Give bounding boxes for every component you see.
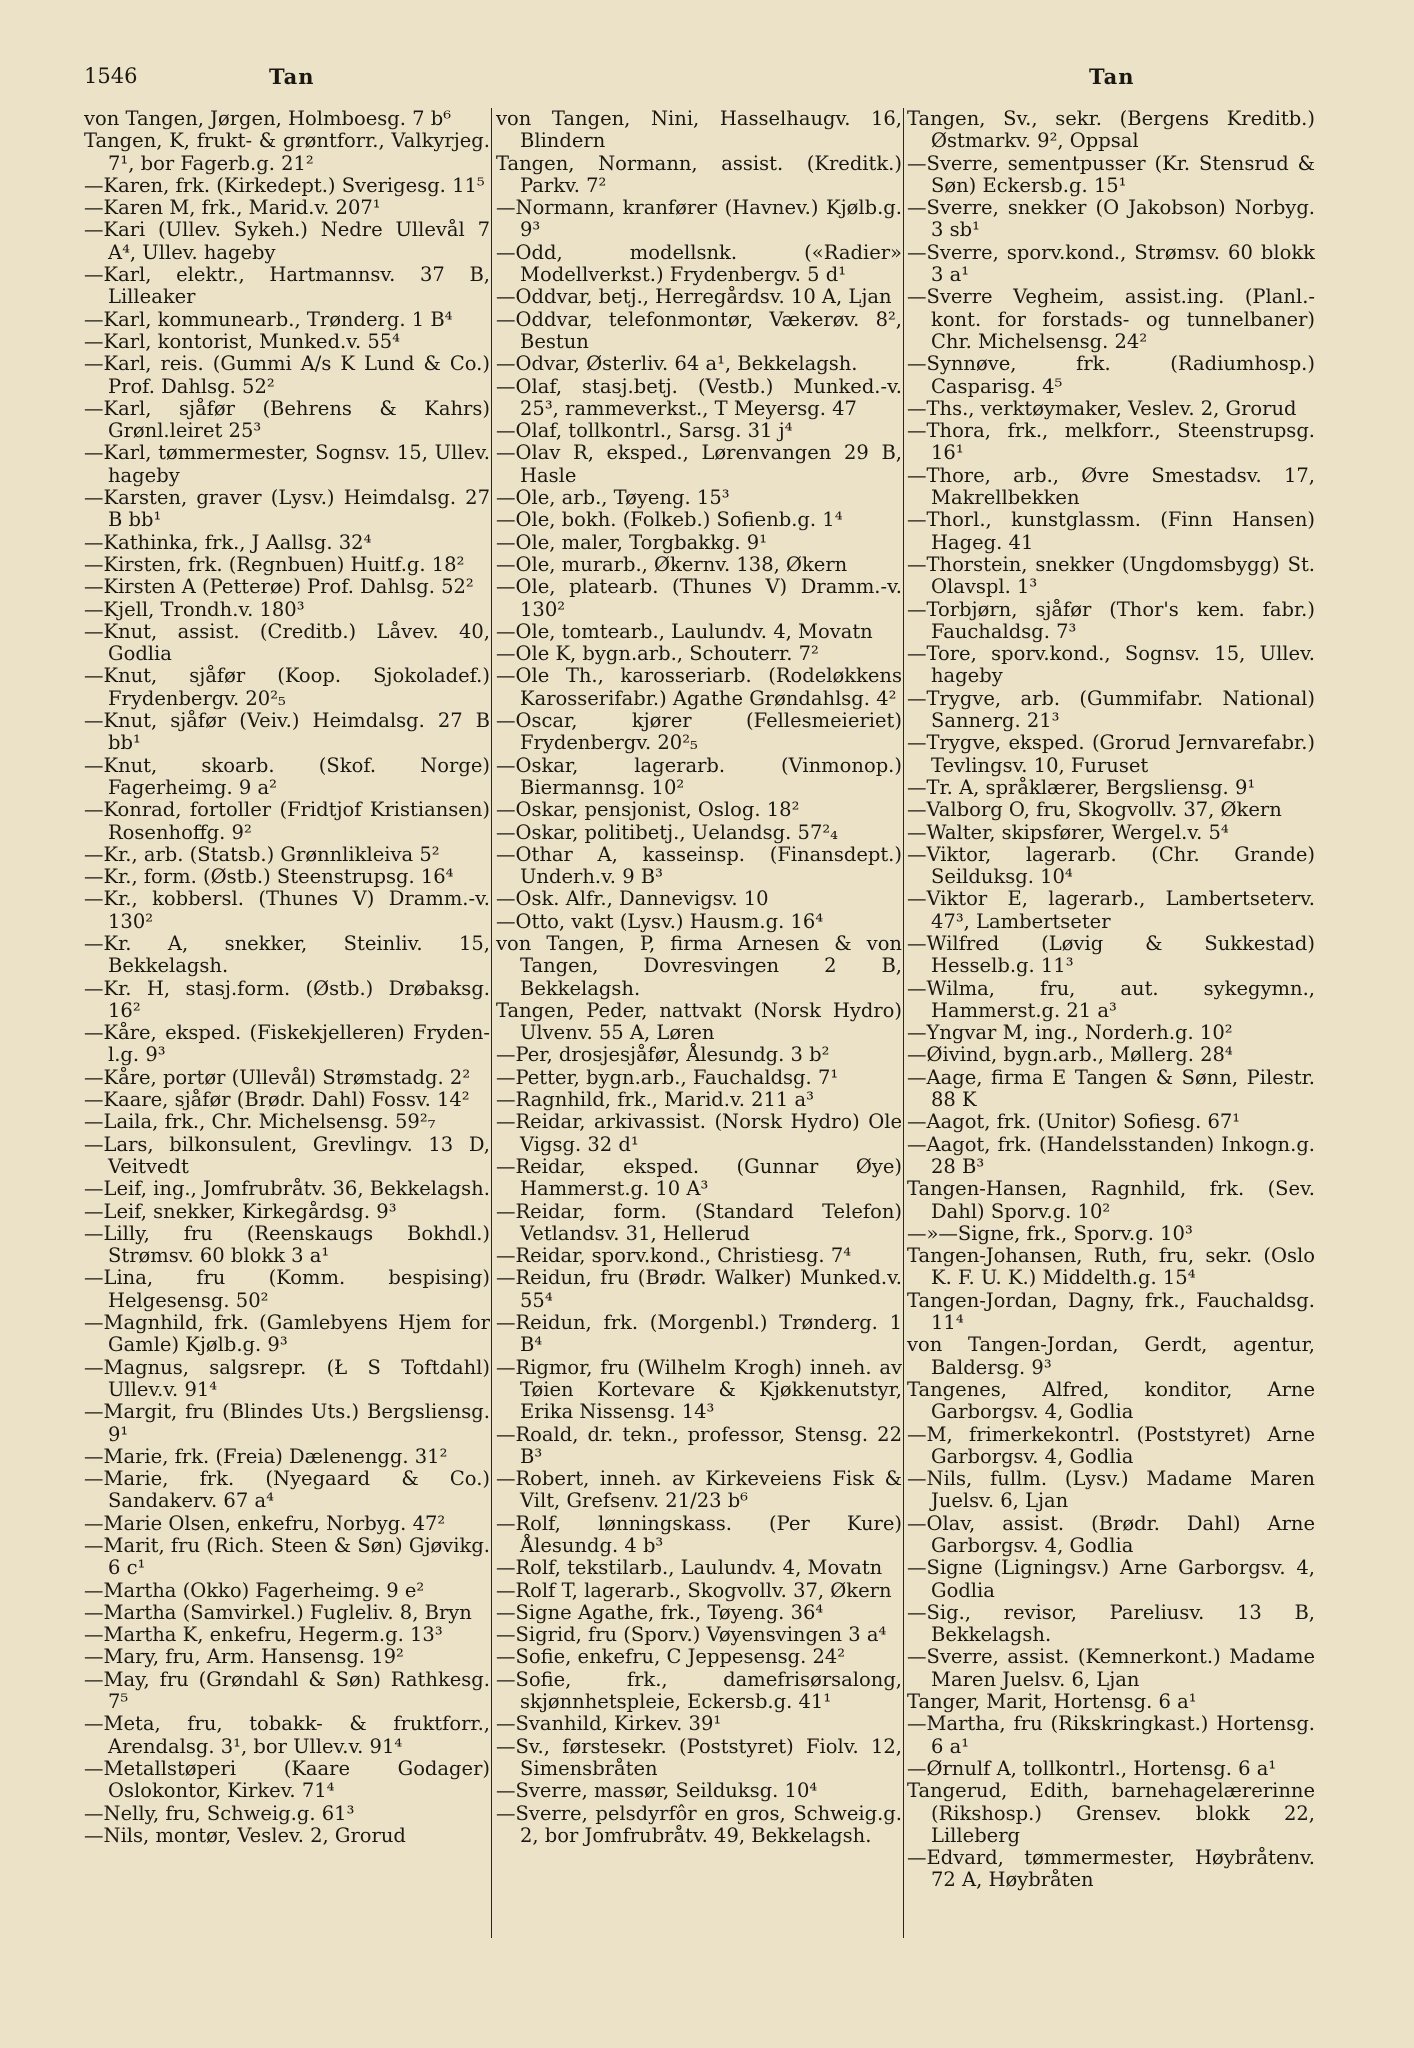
directory-entry: —Reidun, fru (Brødr. Walker) Munked.v. 55⁴ xyxy=(496,1266,902,1312)
directory-entry: —Kåre, eksped. (Fiskekjelleren) Fryden-l.g. 9³ xyxy=(84,1021,490,1067)
directory-entry: —Kari (Ullev. Sykeh.) Nedre Ullevål 7 A⁴, Ullev. hageby xyxy=(84,218,490,264)
directory-entry: Tangen-Johansen, Ruth, fru, sekr. (Oslo K. F. U. K.) Middelth.g. 15⁴ xyxy=(907,1244,1315,1290)
directory-entry: —Karl, tømmermester, Sognsv. 15, Ullev. hageby xyxy=(84,441,490,487)
directory-entry: —Viktor E, lagerarb., Lambertseterv. 47³, Lambertseter xyxy=(907,887,1315,933)
directory-entry: —Thore, arb., Øvre Smestadsv. 17, Makrellbekken xyxy=(907,463,1315,510)
directory-entry: —Trygve, eksped. (Grorud Jernvarefabr.) Tevlingsv. 10, Furuset xyxy=(907,731,1315,777)
directory-entry: —Ole, bokh. (Folkeb.) Sofienb.g. 1⁴ xyxy=(496,508,843,532)
directory-entry: —Karsten, graver (Lysv.) Heimdalsg. 27 B bb¹ xyxy=(84,486,490,532)
directory-entry: —Magnus, salgsrepr. (Ł S Toftdahl) Ullev.v. 91⁴ xyxy=(84,1355,490,1401)
directory-entry: —Knut, sjåfør (Veiv.) Heimdalsg. 27 B bb¹ xyxy=(84,709,490,755)
directory-entry: —Kirsten A (Petterøe) Prof. Dahlsg. 52² xyxy=(84,575,474,599)
directory-entry: —Oscar, kjører (Fellesmeieriet) Frydenbergv. 20²₅ xyxy=(496,709,902,755)
directory-entry: —Rolf T, lagerarb., Skogvollv. 37, Økern xyxy=(496,1578,892,1602)
directory-entry: —Kirsten, frk. (Regnbuen) Huitf.g. 18² xyxy=(84,552,465,576)
directory-entry: —Rolf, tekstilarb., Laulundv. 4, Movatn xyxy=(496,1556,883,1580)
directory-entry: —Laila, frk., Chr. Michelsensg. 59²₇ xyxy=(84,1110,436,1134)
directory-entry: —M, frimerkekontrl. (Poststyret) Arne Garborgsv. 4, Godlia xyxy=(907,1422,1315,1468)
directory-entry: —Sv., førstesekr. (Poststyret) Fiolv. 12, Simensbråten xyxy=(496,1734,902,1780)
directory-entry: —Marie Olsen, enkefru, Norbyg. 47² xyxy=(84,1511,446,1535)
directory-entry: —Sverre, assist. (Kemnerkont.) Madame Maren Juelsv. 6, Ljan xyxy=(907,1645,1315,1691)
page-header xyxy=(84,64,1334,94)
directory-entry: von Tangen, Nini, Hasselhaugv. 16, Blindern xyxy=(496,107,902,153)
directory-entry: —Odvar, Østerliv. 64 a¹, Bekkelagsh. xyxy=(496,352,858,376)
directory-entry: —Thorstein, snekker (Ungdomsbygg) St. Olavspl. 1³ xyxy=(907,552,1315,599)
directory-entry: —Trygve, arb. (Gummifabr. National) Sannerg. 21³ xyxy=(907,686,1315,733)
directory-entry: Tangenes, Alfred, konditor, Arne Garborgsv. 4, Godlia xyxy=(907,1377,1315,1424)
directory-entry: —Sverre, snekker (O Jakobson) Norbyg. 3 sb¹ xyxy=(907,196,1315,242)
directory-entry: —Olaf, tollkontrl., Sarsg. 31 j⁴ xyxy=(496,419,793,443)
directory-entry: —Walter, skipsfører, Wergel.v. 5⁴ xyxy=(907,820,1229,844)
directory-entry: —Thora, frk., melkforr., Steenstrupsg. 16¹ xyxy=(907,419,1315,465)
directory-entry: —Aage, firma E Tangen & Sønn, Pilestr. 88 K xyxy=(907,1065,1315,1112)
directory-entry: —Tore, sporv.kond., Sognsv. 15, Ullev. hageby xyxy=(907,642,1315,688)
directory-entry: —Kaare, sjåfør (Brødr. Dahl) Fossv. 14² xyxy=(84,1088,470,1112)
directory-entry: —Signe Agathe, frk., Tøyeng. 36⁴ xyxy=(496,1600,824,1624)
directory-entry: —Valborg O, fru, Skogvollv. 37, Økern xyxy=(907,798,1282,822)
directory-entry: —Marit, fru (Rich. Steen & Søn) Gjøvikg. 6 c¹ xyxy=(84,1534,490,1580)
directory-entry: —Leif, ing., Jomfrubråtv. 36, Bekkelagsh. xyxy=(84,1177,490,1201)
directory-entry: —Oskar, politibetj., Uelandsg. 57²₄ xyxy=(496,820,838,844)
directory-entry: —Knut, assist. (Creditb.) Låvev. 40, Godlia xyxy=(84,619,490,666)
directory-entry: —Thorl., kunstglassm. (Finn Hansen) Hageg. 41 xyxy=(907,508,1315,554)
directory-entry: Tangerud, Edith, barnehagelærerinne (Rikshosp.) Grensev. blokk 22, Lilleberg xyxy=(907,1779,1315,1847)
directory-entry: —Martha, fru (Rikskringkast.) Hortensg. 6 a¹ xyxy=(907,1712,1315,1758)
directory-entry: —Ørnulf A, tollkontrl., Hortensg. 6 a¹ xyxy=(907,1756,1277,1780)
directory-entry: —Viktor, lagerarb. (Chr. Grande) Seilduksg. 10⁴ xyxy=(907,842,1315,889)
directory-entry: —Rolf, lønningskass. (Per Kure) Ålesundg. 4 b³ xyxy=(496,1511,902,1557)
directory-entry: —Synnøve, frk. (Radiumhosp.) Casparisg. 4⁵ xyxy=(907,352,1315,398)
directory-entry: von Tangen-Jordan, Gerdt, agentur, Baldersg. 9³ xyxy=(907,1333,1315,1379)
directory-entry: —Sofie, enkefru, C Jeppesensg. 24² xyxy=(496,1645,846,1669)
directory-entry: —Nelly, fru, Schweig.g. 61³ xyxy=(84,1801,355,1825)
directory-entry: —Lina, fru (Komm. bespising) Helgesensg. 50² xyxy=(84,1266,490,1312)
directory-entry: —Sverre, massør, Seilduksg. 10⁴ xyxy=(496,1779,818,1803)
directory-entry: —Osk. Alfr., Dannevigsv. 10 xyxy=(496,887,769,911)
directory-entry: —Magnhild, frk. (Gamlebyens Hjem for Gamle) Kjølb.g. 9³ xyxy=(84,1311,490,1357)
directory-entry: Tangen-Jordan, Dagny, frk., Fauchaldsg. 11⁴ xyxy=(907,1288,1315,1335)
directory-entry: von Tangen, P, firma Arnesen & von Tangen, Dovresvingen 2 B, Bekkelagsh. xyxy=(496,931,902,1000)
directory-entry: —Øivind, bygn.arb., Møllerg. 28⁴ xyxy=(907,1043,1233,1067)
directory-entry: —Sverre, pelsdyrfôr en gros, Schweig.g. 2, bor Jomfrubråtv. 49, Bekkelagsh. xyxy=(496,1801,902,1847)
directory-entry: —Karen M, frk., Marid.v. 207¹ xyxy=(84,196,381,220)
directory-entry: —Sofie, frk., damefrisørsalong, skjønnhetspleie, Eckersb.g. 41¹ xyxy=(496,1667,902,1714)
directory-entry: —Yngvar M, ing., Norderh.g. 10² xyxy=(907,1021,1233,1045)
directory-entry: —Olav R, eksped., Lørenvangen 29 B, Hasle xyxy=(496,441,902,487)
directory-entry: —Kr. A, snekker, Steinliv. 15, Bekkelagsh. xyxy=(84,931,490,978)
directory-entry: —Ths., verktøymaker, Veslev. 2, Grorud xyxy=(907,396,1297,420)
column-divider xyxy=(903,108,904,1938)
directory-entry: —Robert, inneh. av Kirkeveiens Fisk & Vilt, Grefsenv. 21/23 b⁶ xyxy=(496,1467,902,1513)
directory-entry: —Marie, frk. (Nyegaard & Co.) Sandakerv. 67 a⁴ xyxy=(84,1467,490,1513)
directory-entry: —Kathinka, frk., J Aallsg. 32⁴ xyxy=(84,530,372,554)
directory-entry: —Sig., revisor, Pareliusv. 13 B, Bekkelagsh. xyxy=(907,1600,1315,1647)
column-2 xyxy=(496,108,902,1948)
directory-entry: —Olav, assist. (Brødr. Dahl) Arne Garborgsv. 4, Godlia xyxy=(907,1511,1315,1557)
directory-entry: —Ole K, bygn.arb., Schouterr. 7² xyxy=(496,642,819,666)
directory-entry: Tanger, Marit, Hortensg. 6 a¹ xyxy=(907,1690,1197,1714)
directory-entry: Tangen, Normann, assist. (Kreditk.) Parkv. 7² xyxy=(496,151,902,197)
directory-entry: —Oddvar, betj., Herregårdsv. 10 A, Ljan xyxy=(496,285,892,309)
directory-entry: —Sverre Vegheim, assist.ing. (Planl.-kont. for forstads- og tunnelbaner) Chr. Michelsensg. 24² xyxy=(907,285,1315,353)
directory-entry: Tangen, K, frukt- & grøntforr., Valkyrjeg. 7¹, bor Fagerb.g. 21² xyxy=(84,129,490,175)
directory-entry: —Normann, kranfører (Havnev.) Kjølb.g. 9³ xyxy=(496,196,902,242)
directory-entry: —Torbjørn, sjåfør (Thor's kem. fabr.) Fauchaldsg. 7³ xyxy=(907,597,1315,643)
directory-entry: —Rigmor, fru (Wilhelm Krogh) inneh. av Tøien Kortevare & Kjøkkenutstyr, Erika Nissensg. 14³ xyxy=(496,1355,902,1424)
column-1 xyxy=(84,108,490,1948)
directory-entry: —Aagot, frk. (Handelsstanden) Inkogn.g. 28 B³ xyxy=(907,1132,1315,1178)
directory-entry: —Lars, bilkonsulent, Grevlingv. 13 D, Veitvedt xyxy=(84,1132,490,1178)
directory-entry: —Reidar, arkivassist. (Norsk Hydro) Ole Vigsg. 32 d¹ xyxy=(496,1110,902,1156)
directory-entry: —Kr., form. (Østb.) Steenstrupsg. 16⁴ xyxy=(84,865,454,889)
directory-entry: —Ole, tomtearb., Laulundv. 4, Movatn xyxy=(496,619,873,643)
directory-entry: —Roald, dr. tekn., professor, Stensg. 22 B³ xyxy=(496,1422,902,1468)
directory-entry: —Konrad, fortoller (Fridtjof Kristiansen) Rosenhoffg. 9² xyxy=(84,798,490,844)
directory-entry: —Karen, frk. (Kirkedept.) Sverigesg. 11⁵ xyxy=(84,173,485,197)
directory-entry: —Nils, montør, Veslev. 2, Grorud xyxy=(84,1823,406,1847)
directory-entry: —Kr. H, stasj.form. (Østb.) Drøbaksg. 16² xyxy=(84,976,490,1022)
directory-entry: —Oskar, lagerarb. (Vinmonop.) Biermannsg. 10² xyxy=(496,753,902,799)
directory-entry: —Tr. A, språklærer, Bergsliensg. 9¹ xyxy=(907,775,1256,799)
directory-entry: —Aagot, frk. (Unitor) Sofiesg. 67¹ xyxy=(907,1110,1241,1134)
directory-entry: —Karl, kommunearb., Trønderg. 1 B⁴ xyxy=(84,307,453,331)
directory-entry: —Ragnhild, frk., Marid.v. 211 a³ xyxy=(496,1088,814,1112)
directory-entry: —Leif, snekker, Kirkegårdsg. 9³ xyxy=(84,1199,397,1223)
directory-entry: Tangen, Sv., sekr. (Bergens Kreditb.) Østmarkv. 9², Oppsal xyxy=(907,107,1315,153)
directory-entry: —Petter, bygn.arb., Fauchaldsg. 7¹ xyxy=(496,1065,839,1089)
directory-entry: —Margit, fru (Blindes Uts.) Bergsliensg. 9¹ xyxy=(84,1400,490,1446)
directory-entry: —Othar A, kasseinsp. (Finansdept.) Underh.v. 9 B³ xyxy=(496,842,902,889)
directory-entry: —Sverre, sementpusser (Kr. Stensrud & Søn) Eckersb.g. 15¹ xyxy=(907,151,1315,197)
directory-entry: —Odd, modellsnk. («Radier» Modellverkst.) Frydenbergv. 5 d¹ xyxy=(496,240,902,287)
directory-entry: —Karl, elektr., Hartmannsv. 37 B, Lilleaker xyxy=(84,263,490,309)
directory-entry: —Kr., arb. (Statsb.) Grønnlikleiva 5² xyxy=(84,842,440,866)
directory-entry: —Karl, reis. (Gummi A/s K Lund & Co.) Prof. Dahlsg. 52² xyxy=(84,352,490,398)
column-divider xyxy=(491,108,492,1938)
directory-entry: —Signe (Ligningsv.) Arne Garborgsv. 4, Godlia xyxy=(907,1556,1315,1602)
directory-entry: Tangen, Peder, nattvakt (Norsk Hydro) Ulvenv. 55 A, Løren xyxy=(496,998,902,1045)
directory-entry: —»—Signe, frk., Sporv.g. 10³ xyxy=(907,1221,1193,1245)
directory-entry: —May, fru (Grøndahl & Søn) Rathkesg. 7⁵ xyxy=(84,1667,490,1714)
directory-entry: —Ole, maler, Torgbakkg. 9¹ xyxy=(496,530,768,554)
directory-entry: —Kjell, Trondh.v. 180³ xyxy=(84,597,305,621)
left-guide-word: Tan xyxy=(269,64,315,89)
directory-entry: von Tangen, Jørgen, Holmboesg. 7 b⁶ xyxy=(84,107,452,130)
directory-entry: —Lilly, fru (Reenskaugs Bokhdl.) Strømsv. 60 blokk 3 a¹ xyxy=(84,1221,490,1268)
directory-entry: —Karl, sjåfør (Behrens & Kahrs) Grønl.leiret 25³ xyxy=(84,396,490,443)
directory-entry: —Reidar, form. (Standard Telefon) Vetlandsv. 31, Hellerud xyxy=(496,1199,902,1245)
directory-entry: —Kr., kobbersl. (Thunes V) Dramm.-v. 130² xyxy=(84,887,490,933)
directory-entry: —Olaf, stasj.betj. (Vestb.) Munked.-v. 25³, rammeverkst., T Meyersg. 47 xyxy=(496,374,902,420)
directory-entry: Tangen-Hansen, Ragnhild, frk. (Sev. Dahl) Sporv.g. 10² xyxy=(907,1177,1315,1223)
directory-entry: —Ole, platearb. (Thunes V) Dramm.-v. 130² xyxy=(496,575,902,621)
directory-entry: —Sverre, sporv.kond., Strømsv. 60 blokk 3 a¹ xyxy=(907,240,1315,287)
directory-entry: —Oddvar, telefonmontør, Vækerøv. 8², Bestun xyxy=(496,307,902,353)
directory-entry: —Sigrid, fru (Sporv.) Vøyensvingen 3 a⁴ xyxy=(496,1623,887,1647)
directory-entry: —Mary, fru, Arm. Hansensg. 19² xyxy=(84,1645,404,1669)
directory-entry: —Wilma, fru, aut. sykegymn., Hammerst.g. 21 a³ xyxy=(907,976,1315,1022)
directory-entry: —Metallstøperi (Kaare Godager) Oslokontor, Kirkev. 71⁴ xyxy=(84,1756,490,1803)
directory-entry: —Nils, fullm. (Lysv.) Madame Maren Juelsv. 6, Ljan xyxy=(907,1467,1315,1513)
right-guide-word: Tan xyxy=(1089,64,1135,89)
directory-entry: —Ole, arb., Tøyeng. 15³ xyxy=(496,486,730,510)
directory-entry: —Martha (Okko) Fagerheimg. 9 e² xyxy=(84,1578,425,1602)
directory-entry: —Martha K, enkefru, Hegerm.g. 13³ xyxy=(84,1623,443,1647)
directory-entry: —Knut, sjåfør (Koop. Sjokoladef.) Frydenbergv. 20²₅ xyxy=(84,664,490,710)
directory-entry: —Knut, skoarb. (Skof. Norge) Fagerheimg. 9 a² xyxy=(84,753,490,799)
directory-entry: —Meta, fru, tobakk- & fruktforr., Arendalsg. 3¹, bor Ullev.v. 91⁴ xyxy=(84,1712,490,1758)
directory-entry: —Ole Th., karosseriarb. (Rodeløkkens Karosserifabr.) Agathe Grøndahlsg. 4² xyxy=(496,664,902,710)
column-3 xyxy=(907,108,1315,1948)
directory-entry: —Svanhild, Kirkev. 39¹ xyxy=(496,1712,722,1736)
directory-entry: —Edvard, tømmermester, Høybråtenv. 72 A, Høybråten xyxy=(907,1846,1315,1892)
directory-entry: —Reidun, frk. (Morgenbl.) Trønderg. 1 B⁴ xyxy=(496,1311,902,1357)
directory-entry: —Wilfred (Løvig & Sukkestad) Hesselb.g. 11³ xyxy=(907,931,1315,978)
directory-entry: —Reidar, sporv.kond., Christiesg. 7⁴ xyxy=(496,1244,852,1268)
directory-entry: —Marie, frk. (Freia) Dælenengg. 31² xyxy=(84,1444,448,1468)
directory-entry: —Otto, vakt (Lysv.) Hausm.g. 16⁴ xyxy=(496,909,824,933)
page-number: 1546 xyxy=(84,64,138,88)
directory-entry: —Ole, murarb., Økernv. 138, Økern xyxy=(496,552,848,576)
directory-entry: —Oskar, pensjonist, Oslog. 18² xyxy=(496,798,800,822)
directory-entry: —Reidar, eksped. (Gunnar Øye) Hammerst.g. 10 A³ xyxy=(496,1154,902,1201)
directory-entry: —Karl, kontorist, Munked.v. 55⁴ xyxy=(84,329,400,353)
directory-entry: —Kåre, portør (Ullevål) Strømstadg. 2² xyxy=(84,1065,471,1089)
directory-entry: —Martha (Samvirkel.) Fugleliv. 8, Bryn xyxy=(84,1600,472,1624)
directory-entry: —Per, drosjesjåfør, Ålesundg. 3 b² xyxy=(496,1043,830,1067)
